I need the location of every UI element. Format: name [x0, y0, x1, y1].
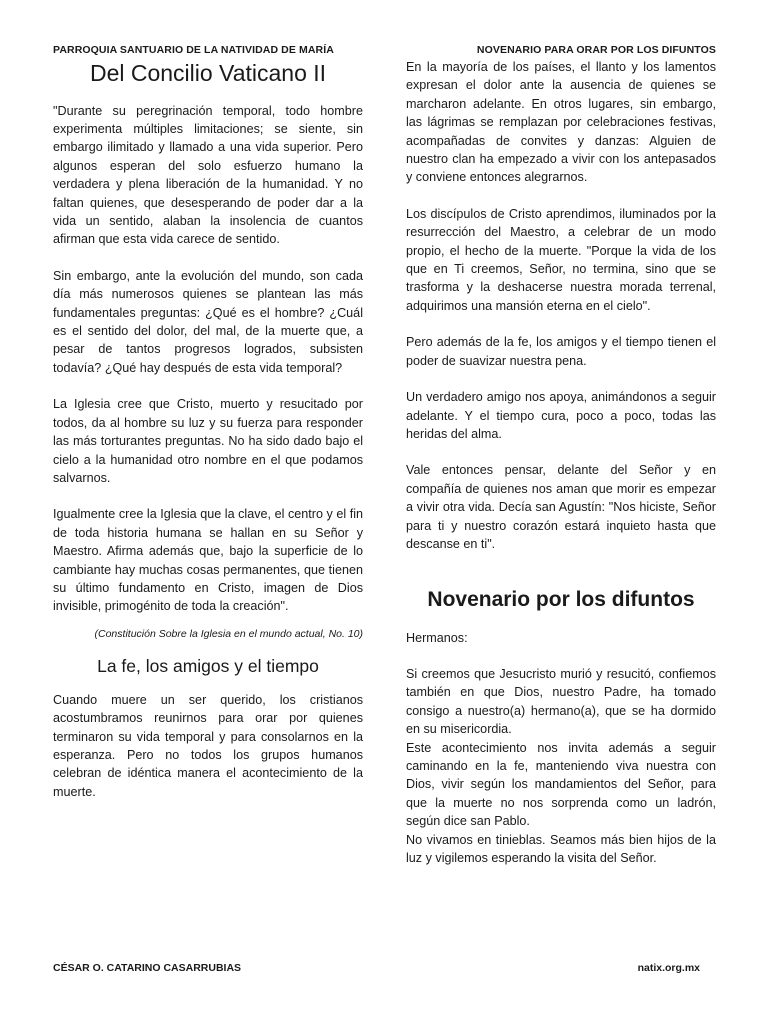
novenario-header: NOVENARIO PARA ORAR POR LOS DIFUNTOS [476, 44, 716, 56]
paragraph: Sin embargo, ante la evolución del mundo, son cada día más numerosos quienes se plantean las más fundamentales preguntas: ¿Qué es el hombre? ¿Cuál es el sentido del dolor, del mal, de la muerte que, a pesar de tantos progresos logrados, subsisten todavía? ¿Qué hay después de esta vida temporal? [53, 268, 363, 375]
author-footer: CÉSAR O. CATARINO CASARRUBIAS [53, 962, 242, 974]
paragraph: "Durante su peregrinación temporal, todo hombre experimenta múltiples limitaciones; se siente, sin embargo ilimitado y llamado a una vida superior. Pero algunos esperan del solo esfuerzo humano la verdadera y plena liberación de la humanidad. Y no faltan quienes, que desesperando de poder dar a la vida un sentido, alaban la insolencia de cuantos afirman que esta vida carece de sentido. [53, 103, 363, 247]
left-column [53, 44, 363, 819]
novenario-title: Novenario por los difuntos [427, 588, 695, 612]
paragraph: La Iglesia cree que Cristo, muerto y resucitado por todos, da al hombre su luz y su fuerza para responder las más torturantes preguntas. No ha sido dado bajo el cielo a la humanidad otro nombre en el que podamos salvarnos. [53, 397, 363, 485]
right-column [406, 44, 716, 867]
website-footer: natix.org.mx [637, 962, 700, 974]
paragraph: No vivamos en tinieblas. Seamos más bien hijos de la luz y vigilemos esperando la visita del Señor. [406, 832, 716, 865]
paragraph: Igualmente cree la Iglesia que la clave, el centro y el fin de toda historia humana se hallan en su Señor y Maestro. Afirma además que, bajo la superficie de lo cambiante hay muchas cosas permanentes, que tienen su último fundamento en Cristo, imagen de Dios invisible, primogénito de toda la creación". [53, 507, 363, 614]
paragraph: Si creemos que Jesucristo murió y resucitó, confiemos también en que Dios, nuestro Padre, ha tomado consigo a nuestro(a) hermano(a), que se ha dormido en su misericordia. [406, 666, 716, 737]
paragraph: Los discípulos de Cristo aprendimos, iluminados por la resurrección del Maestro, a celebrar de un modo propio, el hecho de la muerte. "Porque la vida de los que en Ti creemos, Señor, no termina, sino que se trasforma y la deshacerse nuestra morada terrenal, adquirimos una mansión eterna en el cielo". [406, 206, 716, 313]
paragraph: Vale entonces pensar, delante del Señor y en compañía de quienes nos aman que morir es empezar a vivir otra vida. Decía san Agustín: "Nos hiciste, Señor para ti y nuestro corazón estará inquieto hasta que descanse en ti". [406, 463, 716, 551]
paragraph: Cuando muere un ser querido, los cristianos acostumbramos reunirnos para orar por quienes terminaron su vida temporal y para consolarnos en la esperanza. Pero no todos los grupos humanos celebran de idéntica manera el acontecimiento de la muerte. [53, 692, 363, 799]
spacer [406, 571, 716, 587]
parish-header: PARROQUIA SANTUARIO DE LA NATIVIDAD DE MARÍA [53, 44, 334, 56]
paragraph: Un verdadero amigo nos apoya, animándonos a seguir adelante. Y el tiempo cura, poco a poco, todas las heridas del alma. [406, 390, 716, 441]
citation: (Constitución Sobre la Iglesia en el mundo actual, No. 10) [94, 627, 363, 640]
page-title: Del Concilio Vaticano II [89, 60, 327, 86]
paragraph: Este acontecimiento nos invita además a seguir caminando en la fe, manteniendo viva nuestra con Dios, vivir según los mandamientos del Señor, para que la muerte no nos sorprenda como un ladrón, según dice san Pablo. [406, 740, 716, 829]
paragraph: Pero además de la fe, los amigos y el tiempo tienen el poder de suavizar nuestra pena. [406, 335, 716, 368]
section-title: La fe, los amigos y el tiempo [97, 655, 319, 676]
greeting: Hermanos: [406, 630, 468, 645]
paragraph: En la mayoría de los países, el llanto y los lamentos expresan el dolor ante la ausencia de quienes se marcharon adelante. En otros lugares, sin embargo, las lágrimas se remplazan por celebraciones festivas, acompañadas de convites y danzas: Alguien de nuestro clan ha empezado a vivir con los antepasados y conviene entonces alegrarnos. [406, 60, 716, 185]
